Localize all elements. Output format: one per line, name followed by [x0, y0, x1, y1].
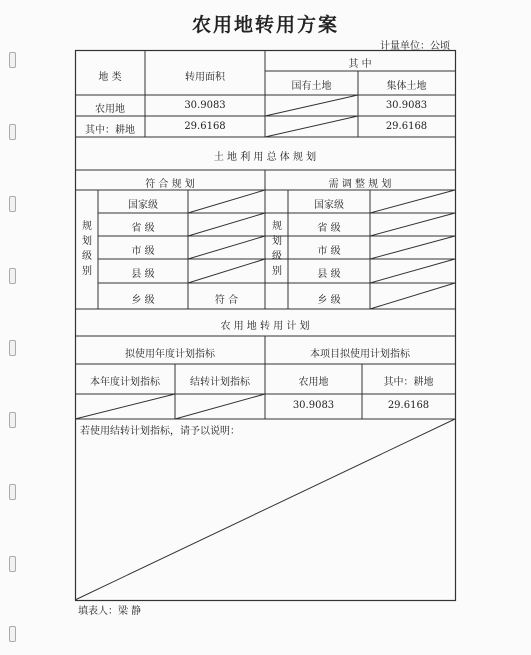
row-label: 其中：耕地	[85, 125, 135, 136]
side-char: 级	[272, 251, 282, 262]
side-char: 划	[82, 236, 92, 247]
row-collective: 30.9083	[385, 100, 428, 111]
planning-level-side-label	[271, 219, 283, 279]
plan-annual-header: 拟使用年度计划指标	[125, 349, 215, 360]
col-qizhong: 其 中	[348, 59, 372, 70]
side-char: 划	[272, 236, 282, 247]
col-farmland: 农用地	[298, 377, 329, 388]
col-state-land: 国有土地	[291, 81, 332, 92]
col-carryover-quota: 结转计划指标	[190, 377, 250, 388]
cultivated-value: 29.6168	[387, 400, 430, 411]
col-annual-quota: 本年度计划指标	[90, 377, 160, 388]
document-title: 农用地转用方案	[191, 14, 339, 36]
level-province: 省 级	[317, 223, 341, 234]
planning-comply-header: 符 合 规 划	[145, 179, 195, 190]
level-city: 市 级	[131, 246, 155, 257]
col-cultivated: 其中：耕地	[383, 377, 434, 388]
col-convert-area: 转用面积	[185, 72, 225, 83]
level-national: 国家级	[128, 200, 158, 211]
row-label: 农用地	[95, 104, 125, 115]
filler-label: 填表人：梁 静	[78, 606, 142, 617]
explanation-label: 若使用结转计划指标，请予以说明：	[80, 426, 240, 437]
planning-level-side-label	[81, 219, 93, 279]
level-township: 乡 级	[131, 295, 155, 306]
unit-label: 计量单位：公顷	[380, 41, 450, 52]
township-comply-value: 符 合	[214, 295, 239, 306]
col-land-type: 地 类	[98, 72, 122, 83]
plan-header: 农 用 地 转 用 计 划	[220, 321, 310, 332]
level-county: 县 级	[317, 269, 341, 280]
level-province: 省 级	[131, 223, 155, 234]
side-char: 别	[272, 266, 282, 277]
planning-header: 土 地 利 用 总 体 规 划	[213, 152, 317, 163]
row-collective: 29.6168	[385, 121, 428, 132]
planning-adjust-header: 需 调 整 规 划	[328, 179, 392, 190]
side-char: 规	[272, 221, 282, 232]
farmland-value: 30.9083	[292, 400, 335, 411]
col-collective-land: 集体土地	[386, 81, 427, 92]
level-township: 乡 级	[317, 295, 341, 306]
level-county: 县 级	[131, 269, 155, 280]
level-national: 国家级	[314, 200, 344, 211]
level-city: 市 级	[317, 246, 341, 257]
side-char: 规	[82, 221, 92, 232]
row-area: 30.9083	[184, 100, 226, 111]
side-char: 级	[82, 251, 92, 262]
plan-project-header: 本项目拟使用计划指标	[310, 349, 410, 360]
row-area: 29.6168	[184, 121, 226, 132]
side-char: 别	[82, 266, 92, 277]
